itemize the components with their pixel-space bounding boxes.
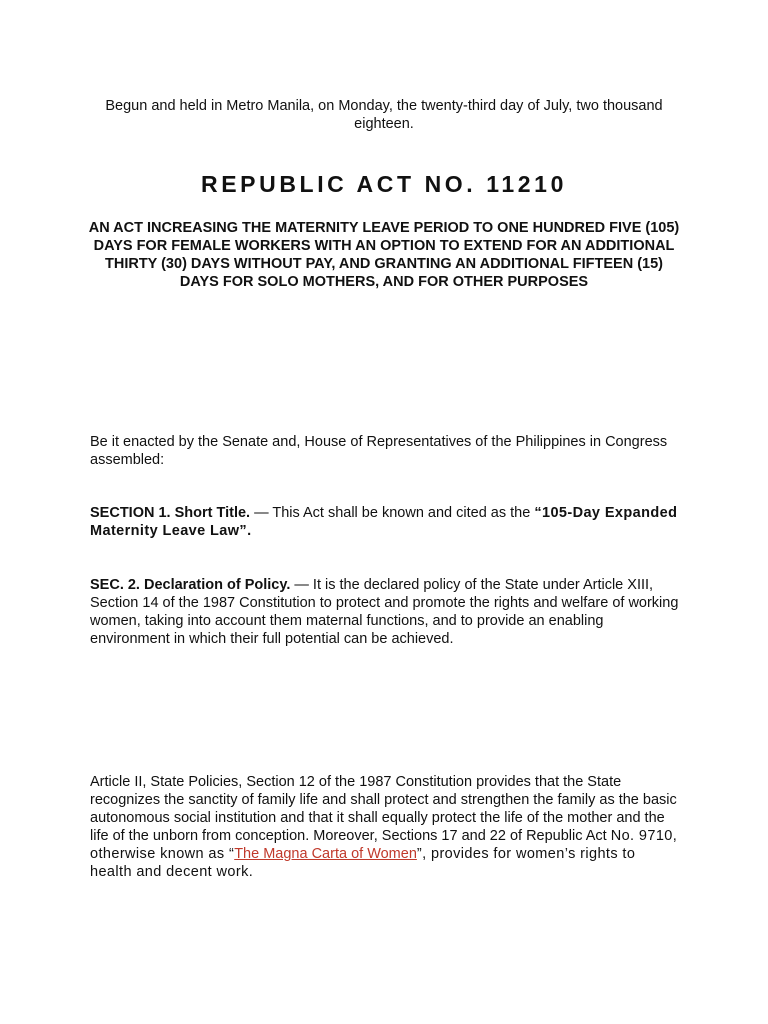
section-1-quoted-title: “105-Day Expanded Maternity Leave Law”. <box>90 505 678 539</box>
article-paragraph <box>90 773 680 881</box>
page-title: REPUBLIC ACT NO. 11210 <box>201 171 567 197</box>
section-1-paragraph <box>90 504 680 540</box>
section-2-paragraph <box>90 576 680 648</box>
article-text: Article II, State Policies, Section 12 of the 1987 Constitution provides that the State recognizes the sanctity of family life and shall protect and strengthen the family as the basic autonomous social institution and that it shall equally protect the life of the mother and the life of the unborn from conception. Moreover, Sections 17 and 22 of Republic Act <box>90 774 677 844</box>
section-2-body: — It is the declared policy of the State under Article XIII, Section 14 of the 1987 Constitution to protect and promote the rights and welfare of working women, taking into account them maternal functions, and to provide an enabling environment in which their full potential can be achieved. <box>90 577 679 647</box>
article-ra-text: No. 9710, otherwise known as “ <box>90 828 678 862</box>
section-2-heading: SEC. 2. Declaration of Policy. <box>90 577 291 593</box>
magna-carta-link[interactable]: The Magna Carta of Women <box>234 846 417 862</box>
act-subtitle: AN ACT INCREASING THE MATERNITY LEAVE PERIOD TO ONE HUNDRED FIVE (105) DAYS FOR FEMALE WORKERS WITH AN OPTION TO EXTEND FOR AN ADDITIONAL THIRTY (30) DAYS WITHOUT PAY, AND GRANTING AN ADDITIONAL FIFTEEN (15) DAYS FOR SOLO MOTHERS, AND FOR OTHER PURPOSES <box>88 220 680 290</box>
section-1-heading: SECTION 1. Short Title. <box>90 505 251 521</box>
article-text-end: ”, provides for women’s rights to health and decent work. <box>90 846 636 880</box>
section-1-body: — This Act shall be known and cited as the <box>250 505 535 521</box>
intro-text: Begun and held in Metro Manila, on Monday, the twenty-third day of July, two thousand eighteen. <box>105 98 663 132</box>
enacting-clause: Be it enacted by the Senate and, House of Representatives of the Philippines in Congress assembled: <box>90 434 668 468</box>
